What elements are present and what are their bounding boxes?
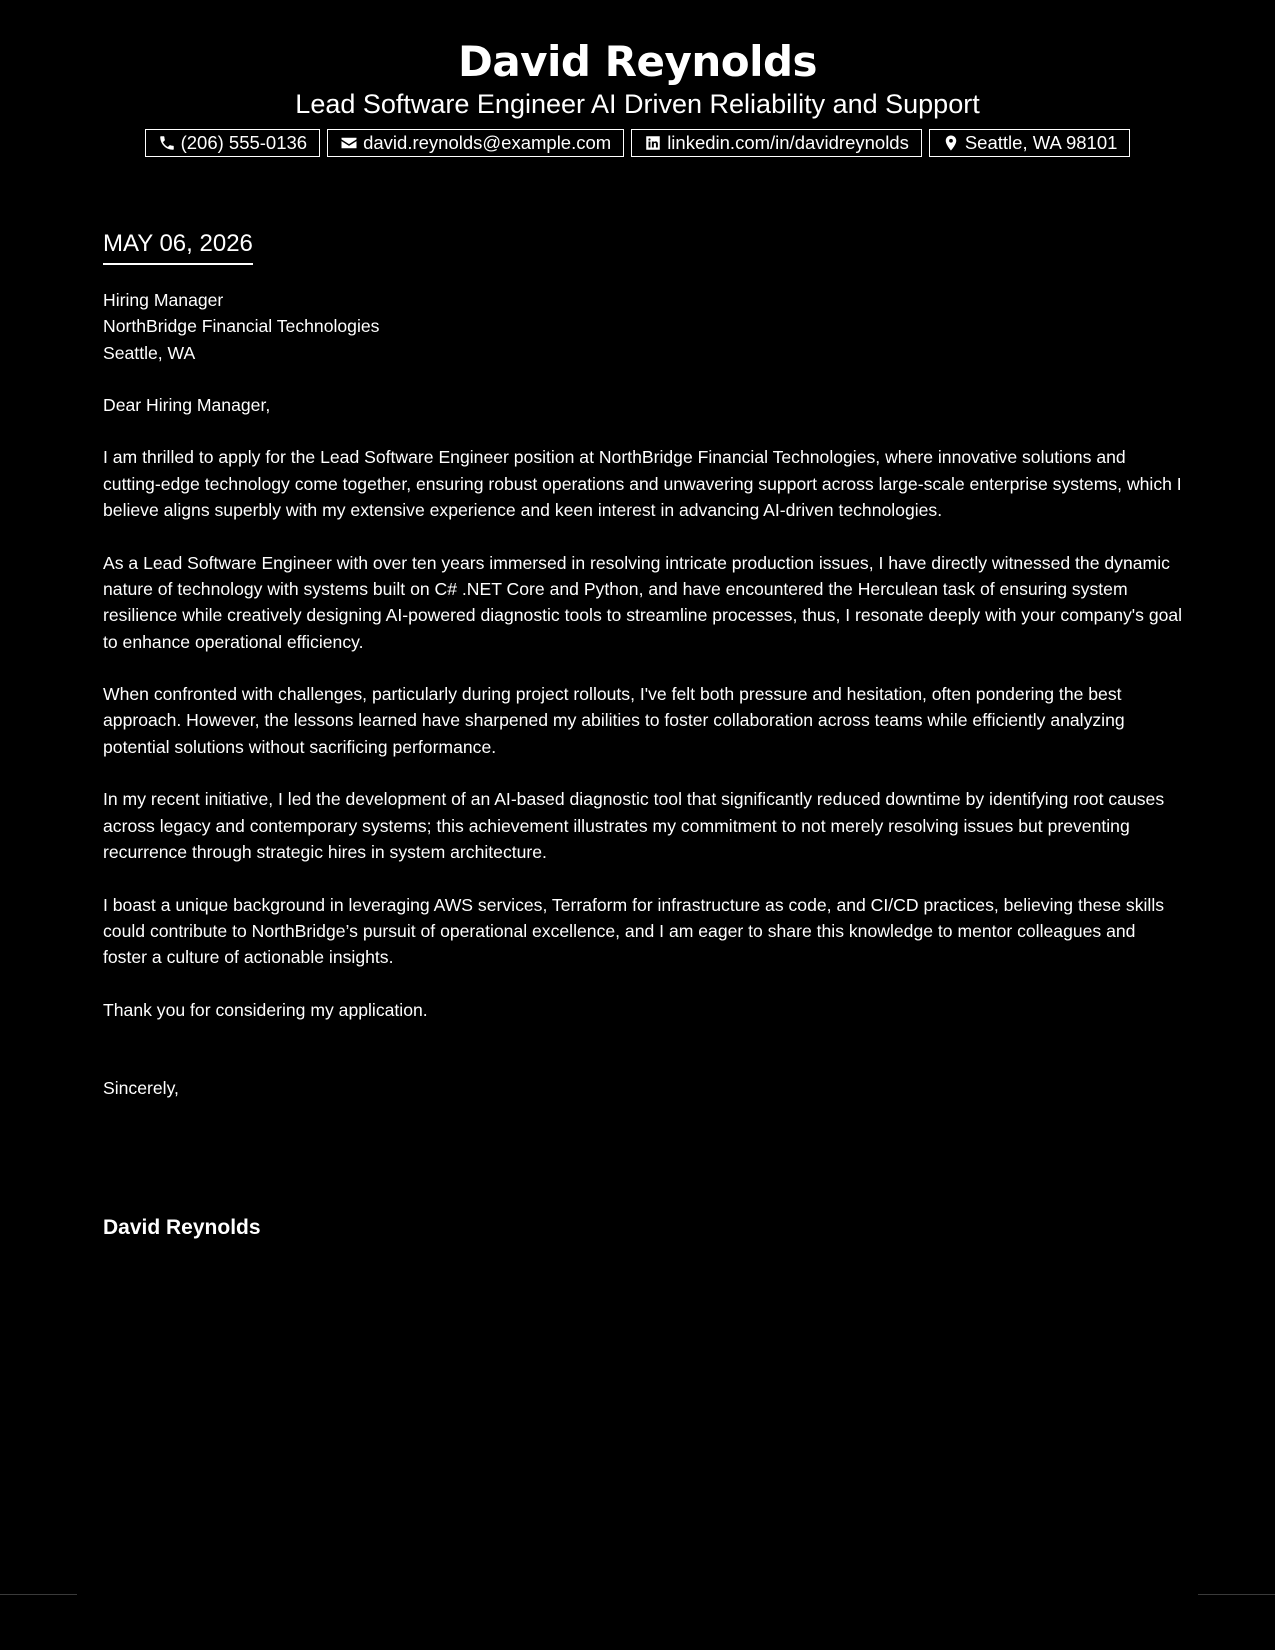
letter-header <box>0 36 1275 157</box>
letter-body <box>103 229 1183 1242</box>
paragraph-6: Thank you for considering my application. <box>103 999 428 1020</box>
phone-icon <box>158 134 176 152</box>
contact-email[interactable] <box>327 129 624 157</box>
contact-bar <box>0 129 1275 157</box>
recipient-block <box>103 287 1183 366</box>
signature-name: David Reynolds <box>103 1216 261 1240</box>
closing: Sincerely, <box>103 1078 179 1099</box>
envelope-icon <box>340 134 358 152</box>
paragraph-4: In my recent initiative, I led the development of an AI-based diagnostic tool that significantly reduced downtime by identifying root causes across legacy and contemporary systems; this achievement illustrates my commitment to not merely resolving issues but preventing recurrence through strategic hires in system architecture. <box>103 789 1165 862</box>
contact-linkedin[interactable] <box>631 129 922 157</box>
applicant-title: Lead Software Engineer AI Driven Reliability and Support <box>295 89 980 119</box>
greeting: Dear Hiring Manager, <box>103 394 271 415</box>
recipient-name: Hiring Manager <box>103 290 224 310</box>
email-text: david.reynolds@example.com <box>363 132 612 153</box>
letter-date: MAY 06, 2026 <box>103 229 253 265</box>
recipient-company: NorthBridge Financial Technologies <box>103 316 380 337</box>
paragraph-1: I am thrilled to apply for the Lead Software Engineer position at NorthBridge Financial Technologies, where innovative solutions and cutting-edge technology come together, ensuring robust operations and unwavering support across large-scale enterprise systems, which I believe aligns superbly with my extensive experience and keen interest in advancing AI-driven technologies. <box>103 447 1182 521</box>
footer-divider-left <box>0 1594 77 1595</box>
linkedin-text: linkedin.com/in/davidreynolds <box>667 132 909 153</box>
contact-location[interactable] <box>929 129 1131 157</box>
linkedin-icon <box>644 134 662 152</box>
applicant-name: David Reynolds <box>457 37 818 86</box>
paragraph-3: When confronted with challenges, particularly during project rollouts, I've felt both pressure and hesitation, often pondering the best approach. However, the lessons learned have sharpened my abilities to foster collaboration across teams while efficiently analyzing potential solutions without sacrificing performance. <box>103 684 1125 757</box>
map-pin-icon <box>942 134 960 152</box>
recipient-location: Seattle, WA <box>103 342 196 363</box>
location-text: Seattle, WA 98101 <box>964 132 1118 153</box>
footer-divider-right <box>1198 1594 1275 1595</box>
contact-phone[interactable] <box>145 129 321 157</box>
phone-text: (206) 555-0136 <box>180 132 308 153</box>
paragraph-2: As a Lead Software Engineer with over ten years immersed in resolving intricate production issues, I have directly witnessed the dynamic nature of technology with systems built on C# .NET Core and Python, and have encountered the Herculean task of ensuring system resilience while creatively designing AI-powered diagnostic tools to streamline processes, thus, I resonate deeply with your company's goal to enhance operational efficiency. <box>103 552 1183 652</box>
paragraph-5: I boast a unique background in leveraging AWS services, Terraform for infrastructure as code, and CI/CD practices, believing these skills could contribute to NorthBridge’s pursuit of operational excellence, and I am eager to share this knowledge to mentor colleagues and foster a culture of actionable insights. <box>103 894 1165 968</box>
